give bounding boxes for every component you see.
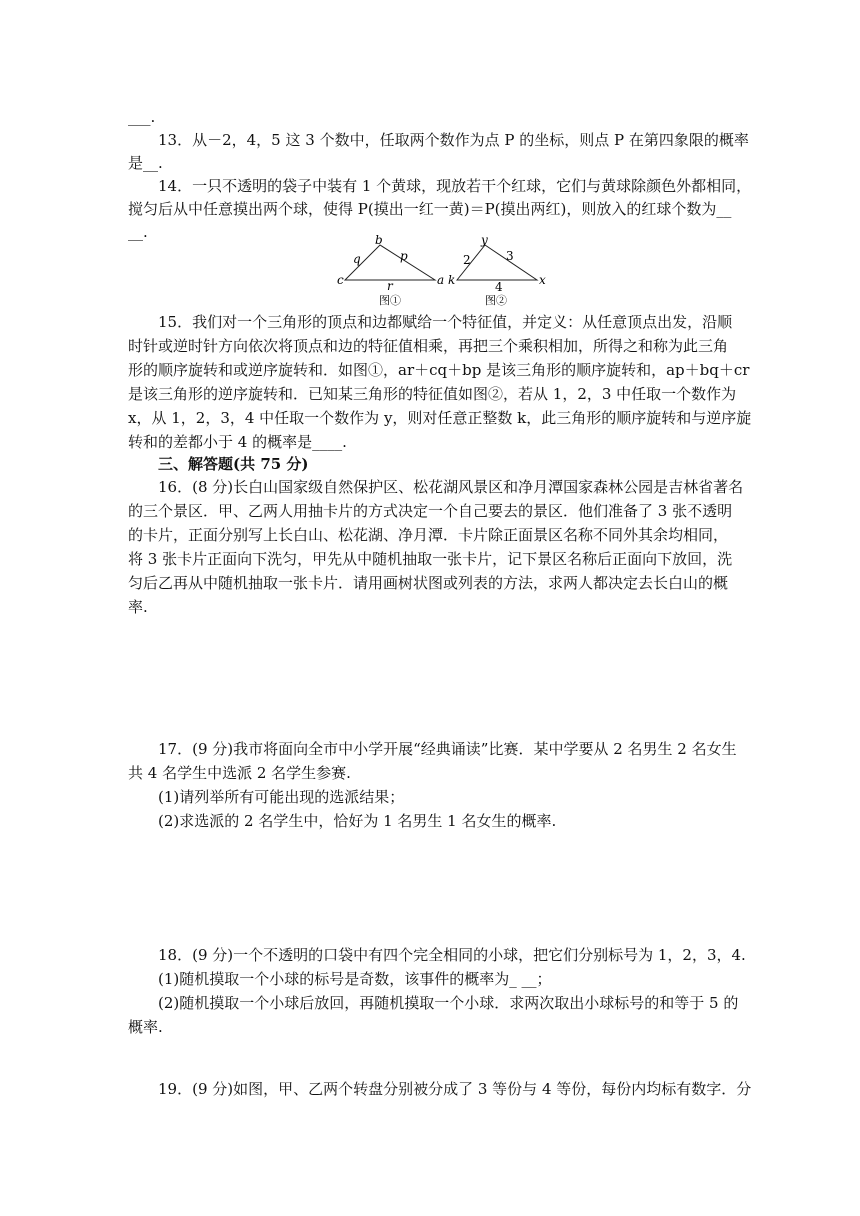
text-line: __. <box>128 223 148 241</box>
side-label: r <box>387 279 393 293</box>
side-label: p <box>400 249 408 263</box>
text-line: 的三个景区．甲、乙两人用抽卡片的方式决定一个自己要去的景区．他们准备了 3 张不透明 <box>128 502 733 520</box>
text-line: 的卡片，正面分别写上长白山、松花湖、净月潭．卡片除正面景区名称不同外其余均相同， <box>128 526 729 544</box>
question-17: 17．(9 分)我市将面向全市中小学开展“经典诵读”比赛．某中学要从 2 名男生 2 名女生 <box>158 740 737 758</box>
figure-caption: 图① <box>379 294 401 307</box>
question-14: 14．一只不透明的袋子中装有 1 个黄球，现放若干个红球，它们与黄球除颜色外都相同， <box>158 177 752 195</box>
vertex-label: x <box>539 273 546 287</box>
text-line: 共 4 名学生中选派 2 名学生参赛. <box>128 764 351 782</box>
triangle-figures <box>335 232 565 307</box>
text-line: 将 3 张卡片正面向下洗匀，甲先从中随机抽取一张卡片，记下景区名称后正面向下放回，洗 <box>128 550 733 568</box>
text-line: 是__. <box>128 154 163 172</box>
text-line: (2)求选派的 2 名学生中，恰好为 1 名男生 1 名女生的概率. <box>158 812 557 830</box>
text-line: (1)随机摸取一个小球的标号是奇数，该事件的概率为_ __； <box>158 970 552 988</box>
section-heading: 三、解答题(共 75 分) <box>158 455 309 473</box>
text-line: (1)请列举所有可能出现的选派结果； <box>158 788 405 806</box>
text-line: (2)随机摸取一个小球后放回，再随机摸取一个小球．求两次取出小球标号的和等于 5 的 <box>158 994 739 1012</box>
question-16: 16．(8 分)长白山国家级自然保护区、松花湖风景区和净月潭国家森林公园是吉林省著名 <box>158 478 744 496</box>
vertex-label: k <box>448 273 456 287</box>
question-13: 13．从－2，4，5 这 3 个数中，任取两个数作为点 P 的坐标，则点 P 在第四象限的概率 <box>158 131 749 149</box>
triangle-figure-2 <box>448 233 546 307</box>
triangle-figure-1 <box>337 233 444 307</box>
text-line: 形的顺序旋转和或逆序旋转和．如图①，ar＋cq＋bp 是该三角形的顺序旋转和，ap＋bq＋cr <box>128 361 750 379</box>
text-line: 率. <box>128 598 148 616</box>
vertex-label: c <box>337 273 344 287</box>
question-19: 19．(9 分)如图，甲、乙两个转盘分别被分成了 3 等份与 4 等份，每份内均标有数字．分 <box>158 1080 752 1098</box>
text-line: 是该三角形的逆序旋转和．已知某三角形的特征值如图②，若从 1，2，3 中任取一个数作为 <box>128 385 737 403</box>
vertex-label: y <box>481 233 488 247</box>
text-line: x，从 1，2，3，4 中任取一个数作为 y，则对任意正整数 k，此三角形的顺序旋转和与逆序旋 <box>128 409 752 427</box>
question-15: 15．我们对一个三角形的顶点和边都赋给一个特征值，并定义：从任意顶点出发，沿顺 <box>158 313 733 331</box>
side-label: 2 <box>463 253 471 267</box>
side-label: 4 <box>495 280 503 294</box>
text-line: 匀后乙再从中随机抽取一张卡片．请用画树状图或列表的方法，求两人都决定去长白山的概 <box>128 574 729 592</box>
text-line: 搅匀后从中任意摸出两个球，使得 P(摸出一红一黄)＝P(摸出两红)，则放入的红球个数为__ <box>128 200 732 218</box>
vertex-label: b <box>375 233 383 247</box>
vertex-label: a <box>437 273 445 287</box>
text-line: 转和的差都小于 4 的概率是____. <box>128 433 347 451</box>
text-line: 时针或逆时针方向依次将顶点和边的特征值相乘，再把三个乘积相加，所得之和称为此三角 <box>128 337 729 355</box>
figure-caption: 图② <box>485 294 507 307</box>
side-label: q <box>353 252 361 266</box>
question-18: 18．(9 分)一个不透明的口袋中有四个完全相同的小球，把它们分别标号为 1，2，3，4. <box>158 946 746 964</box>
side-label: 3 <box>506 249 514 263</box>
text-line: 概率. <box>128 1018 163 1036</box>
text-line: ___. <box>128 108 156 126</box>
